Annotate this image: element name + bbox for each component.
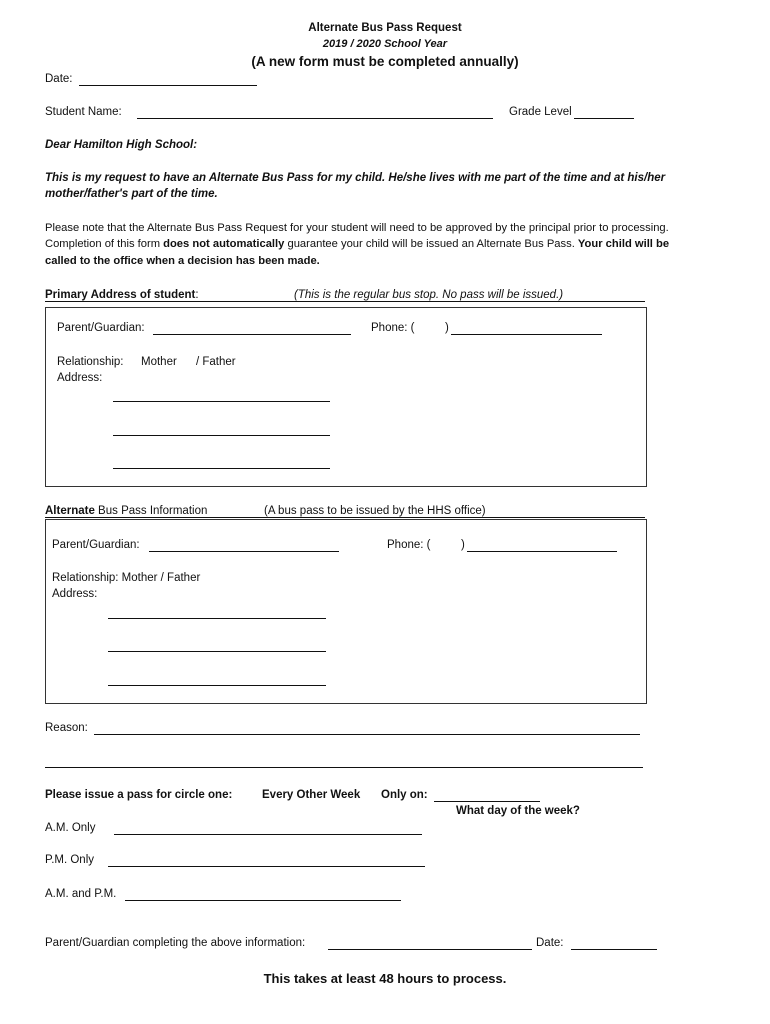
reason-field-line-2[interactable] (45, 767, 643, 768)
notice-emphasis: does not automatically (163, 238, 285, 250)
pm-only-option[interactable]: P.M. Only (45, 854, 94, 866)
reason-label: Reason: (45, 722, 88, 734)
annual-note: (A new form must be completed annually) (251, 54, 519, 69)
pass-circle-label: Please issue a pass for circle one: (45, 789, 233, 801)
alternate-phone-field[interactable] (467, 551, 617, 552)
am-pm-option[interactable]: A.M. and P.M. (45, 888, 117, 900)
alternate-address-line-3[interactable] (108, 685, 326, 686)
signature-field[interactable] (328, 949, 532, 950)
primary-mother-option[interactable]: Mother (141, 356, 177, 368)
primary-address-line-1[interactable] (113, 401, 330, 402)
day-of-week-hint: What day of the week? (456, 805, 580, 817)
notice-emphasis: Your child will be (577, 238, 670, 250)
primary-underline (45, 301, 645, 302)
notice-text: guarantee your child will be issued an Alternate Bus Pass. (284, 238, 578, 250)
primary-relationship-label: Relationship: (57, 356, 124, 368)
primary-heading-colon: : (195, 289, 199, 301)
form-title: Alternate Bus Pass Request (308, 22, 462, 34)
primary-parent-label: Parent/Guardian: (57, 322, 145, 334)
primary-phone-label: Phone: ( (371, 322, 415, 334)
reason-field-line-1[interactable] (94, 734, 640, 735)
alternate-relationship-label[interactable]: Relationship: Mother / Father (52, 572, 201, 584)
alternate-phone-close: ) (461, 539, 465, 551)
alternate-parent-field[interactable] (149, 551, 339, 552)
alternate-heading-text: Bus Pass Information (94, 505, 208, 517)
primary-father-option[interactable]: / Father (196, 356, 236, 368)
request-line-1: This is my request to have an Alternate Bus Pass for my child. He/she lives with me part of the time and at his/her (45, 172, 666, 184)
grade-level-label: Grade Level (509, 106, 572, 118)
primary-phone-close: ) (445, 322, 449, 334)
date-field[interactable] (79, 85, 257, 86)
alternate-address-line-2[interactable] (108, 651, 326, 652)
grade-level-field[interactable] (574, 118, 634, 119)
notice-line-3: called to the office when a decision has been made. (45, 255, 320, 267)
only-on-day-field[interactable] (434, 801, 540, 802)
school-year: 2019 / 2020 School Year (322, 38, 448, 50)
alternate-heading-bold: Alternate (45, 505, 95, 517)
primary-phone-field[interactable] (451, 334, 602, 335)
notice-line-2 (45, 238, 669, 251)
primary-heading-text: Primary Address of student (45, 289, 196, 301)
alternate-address-line-1[interactable] (108, 618, 326, 619)
am-only-field[interactable] (114, 834, 422, 835)
pm-only-field[interactable] (108, 866, 425, 867)
signature-date-label: Date: (536, 937, 564, 949)
primary-address-line-3[interactable] (113, 468, 330, 469)
signature-date-field[interactable] (571, 949, 657, 950)
salutation: Dear Hamilton High School: (45, 139, 198, 151)
alternate-address-label: Address: (52, 588, 98, 600)
alternate-parent-label: Parent/Guardian: (52, 539, 140, 551)
notice-text: Completion of this form (45, 238, 164, 250)
every-other-week-option[interactable]: Every Other Week (262, 789, 361, 801)
primary-address-label: Address: (57, 372, 103, 384)
signature-label: Parent/Guardian completing the above information: (45, 937, 306, 949)
alternate-note: (A bus pass to be issued by the HHS office) (264, 505, 486, 517)
processing-note: This takes at least 48 hours to process. (263, 971, 507, 986)
am-pm-field[interactable] (125, 900, 401, 901)
primary-address-line-2[interactable] (113, 435, 330, 436)
only-on-option[interactable]: Only on: (381, 789, 428, 801)
alternate-underline (45, 517, 645, 518)
primary-note: (This is the regular bus stop. No pass will be issued.) (294, 289, 564, 301)
primary-parent-field[interactable] (153, 334, 351, 335)
alternate-phone-label: Phone: ( (387, 539, 431, 551)
notice-line-1: Please note that the Alternate Bus Pass Request for your student will need to be approved by the principal prior to processing. (45, 222, 669, 234)
am-only-option[interactable]: A.M. Only (45, 822, 96, 834)
student-name-label: Student Name: (45, 106, 122, 118)
student-name-field[interactable] (137, 118, 493, 119)
request-line-2: mother/father's part of the time. (45, 188, 218, 200)
date-label: Date: (45, 73, 73, 85)
